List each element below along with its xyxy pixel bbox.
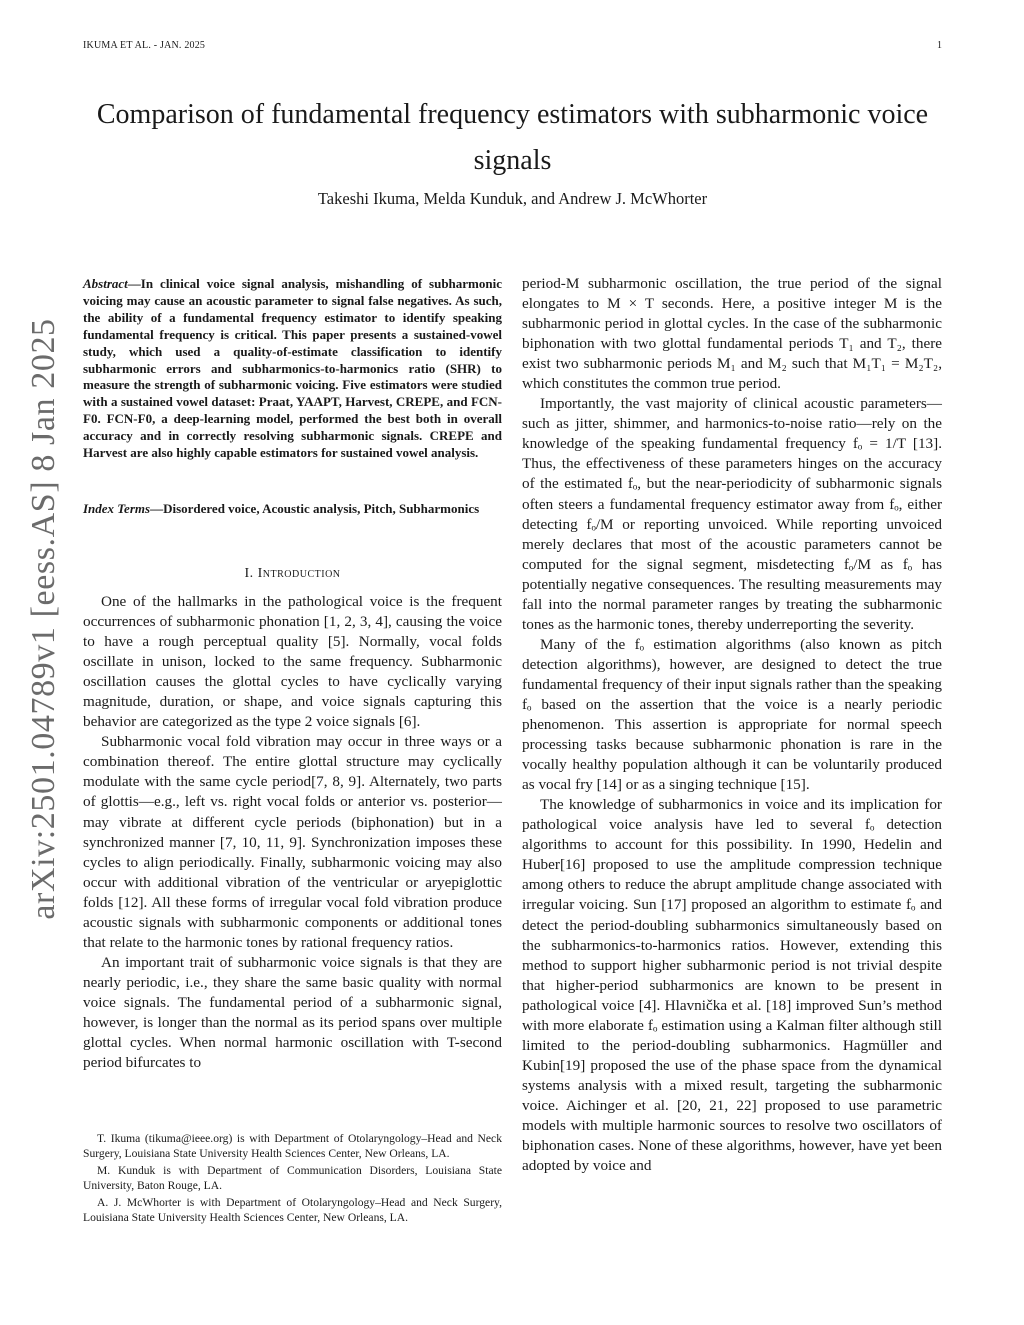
index-terms	[83, 501, 502, 518]
arxiv-identifier-stamp: arXiv:2501.04789v1 [eess.AS] 8 Jan 2025	[25, 318, 62, 920]
running-head: IKUMA ET AL. - JAN. 2025	[83, 40, 206, 51]
footnote: M. Kunduk is with Department of Communication Disorders, Louisiana State University, Baton Rouge, LA.	[83, 1164, 502, 1192]
body-paragraph: The knowledge of subharmonics in voice and its implication for pathological voice analysis have led to several fₒ detection algorithms to account for this possibility. In 1990, Hedelin and Huber[16] proposed to use the amplitude compression technique among others to reduce the abrupt amplitude change associated with irregular voicing. Sun [17] proposed an algorithm to estimate fₒ and detect the period-doubling subharmonics simultaneously based on the subharmonics-to-harmonics ratios. However, extending this method to support higher subharmonic period is not trivial despite that higher-period subharmonics are known to be present in pathological voice [4]. Hlavnička et al. [18] improved Sun’s method with more elaborate fₒ estimation using a Kalman filter although still limited to the period-doubling subharmonics. Hagmüller and Kubin[19] proposed the use of the phase space from the dynamical systems analysis with a mixed result, targeting the subharmonic voice. Aichinger et al. [20, 21, 22] proposed to use parametric models with multiple harmonic sources to resolve two oscillators of biphonation cases. None of these algorithms, however, have yet been adopted by voice and	[522, 796, 942, 1175]
body-paragraph: An important trait of subharmonic voice signals is that they are nearly periodic, i.e., they share the same basic quality with normal voice signals. The fundamental period of a subharmonic signal, however, is longer than the normal as its period spans over multiple glottal cycles. When normal harmonic oscillation with T-second period bifurcates to	[83, 953, 502, 1072]
paper-title: Comparison of fundamental frequency estimators with subharmonic voice signals	[96, 99, 929, 176]
body-paragraph: Importantly, the vast majority of clinical acoustic parameters—such as jitter, shimmer, and harmonics-to-noise ratio—rely on the knowledge of the speaking fundamental frequency fₒ = 1/T [13]. Thus, the effectiveness of these parameters hinges on the accuracy of the estimated fₒ, but the near-periodicity of subharmonic signals often steers a fundamental frequency estimator away from fₒ, either detecting fₒ/M or reporting unvoiced. While reporting unvoiced merely declares that most of the acoustic parameters cannot be computed for the signal segment, misdetecting fₒ/M as fₒ has potentially negative consequences. The resulting measurements may fall into the normal parameter ranges by treating the subharmonic tones as the harmonic tones, thereby underreporting the severity.	[522, 395, 942, 633]
abstract-label: Abstract	[83, 276, 128, 291]
body-paragraph: period-M subharmonic oscillation, the true period of the signal elongates to M × T seconds. Here, a positive integer M is the subharmonic period in glottal cycles. In the case of the subharmonic biphonation with two glottal fundamental periods T₁ and T₂, there exist two subharmonic periods M₁ and M₂ such that M₁T₁ = M₂T₂, which constitutes the common true period.	[522, 275, 942, 393]
abstract	[83, 276, 502, 462]
footnote: T. Ikuma (tikuma@ieee.org) is with Department of Otolaryngology–Head and Neck Surgery, Louisiana State University Health Sciences Center, New Orleans, LA.	[83, 1132, 502, 1160]
index-terms-text: —Disordered voice, Acoustic analysis, Pitch, Subharmonics	[150, 501, 480, 516]
author-footnotes	[83, 1131, 502, 1227]
abstract-text: —In clinical voice signal analysis, mishandling of subharmonic voicing may cause an acoustic parameter to signal false negatives. As such, the ability of a fundamental frequency estimator to identify speaking fundamental frequency is critical. This paper presents a sustained-vowel study, which used a quality-of-estimate classification to identify subharmonic errors and subharmonics-to-harmonics ratio (SHR) to measure the strength of subharmonic voicing. Five estimators were studied with a sustained vowel dataset: Praat, YAAPT, Harvest, CREPE, and FCN-F0. FCN-F0, a deep-learning model, performed the best both in overall accuracy and in correctly resolving subharmonic signals. CREPE and Harvest are also highly capable estimators for sustained vowel analysis.	[83, 276, 502, 461]
body-paragraph: Many of the fₒ estimation algorithms (also known as pitch detection algorithms), however, are designed to detect the true fundamental frequency of their input signals rather than the speaking fₒ based on the assertion that the voice is a nearly periodic phenomenon. This assertion is appropriate for normal speech processing tasks because subharmonic phonation is rare in the vocally healthy population although it can be voluntarily produced as vocal fry [14] or as a singing technique [15].	[522, 635, 942, 794]
left-column-body	[83, 592, 502, 1073]
page-number: 1	[937, 40, 943, 51]
body-paragraph: One of the hallmarks in the pathological voice is the frequent occurrences of subharmonic phonation [1, 2, 3, 4], causing the voice to have a rough perceptual quality [5]. Normally, vocal folds oscillate in unison, locked to the same frequency. Subharmonic oscillation causes the glottal cycles to have cyclically varying magnitude, duration, or shape, and voice signals capturing this behavior are categorized as the type 2 voice signals [6].	[83, 593, 502, 731]
body-paragraph: Subharmonic vocal fold vibration may occur in three ways or a combination thereof. The entire glottal structure may cyclically modulate with the same cycle period[7, 8, 9]. Alternately, two parts of glottis—e.g., left vs. right vocal folds or anterior vs. posterior—may vibrate at different cycle periods (biphonation) but in a synchronized manner [7, 10, 11, 9]. Synchronization imposes these cycles to align periodically. Finally, subharmonic voicing may also occur with additional vibration of the ventricular or aryepiglottic folds [12]. All these forms of irregular vocal fold vibration produce acoustic signals with subharmonic components or additional tones that relate to the harmonic tones by rational frequency ratios.	[83, 733, 502, 951]
index-terms-label: Index Terms	[83, 501, 151, 516]
author-list: Takeshi Ikuma, Melda Kunduk, and Andrew J. McWhorter	[317, 189, 708, 208]
section-numeral: I.	[244, 566, 258, 581]
section-name: Introduction	[257, 566, 341, 581]
right-column-body	[522, 274, 942, 1176]
footnote: A. J. McWhorter is with Department of Otolaryngology–Head and Neck Surgery, Louisiana State University Health Sciences Center, New Orleans, LA.	[83, 1196, 502, 1224]
section-heading-introduction	[83, 566, 502, 582]
